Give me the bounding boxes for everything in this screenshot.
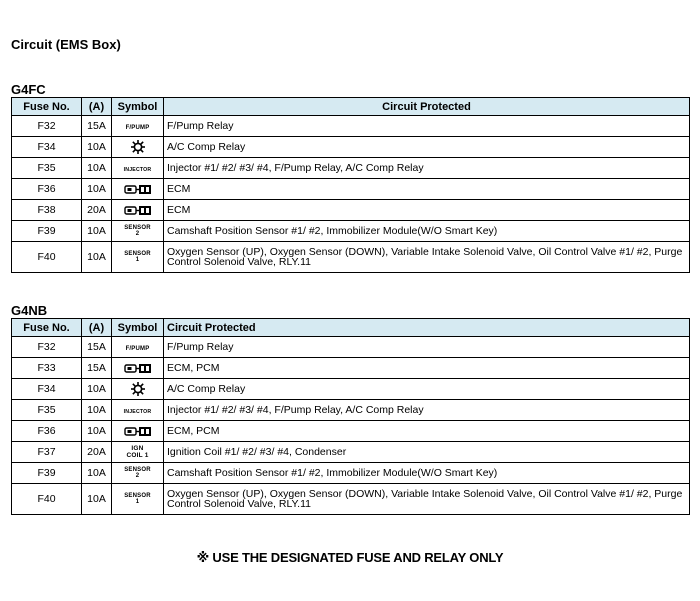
- column-header-amp: (A): [82, 319, 112, 337]
- fuse-table-g4nb: [11, 318, 690, 515]
- amperage-cell: 10A: [82, 463, 112, 484]
- fuse-number-cell: F39: [12, 221, 82, 242]
- fuse-table-g4fc: [11, 97, 690, 273]
- symbol-label: [124, 225, 151, 238]
- table-row: [12, 137, 690, 158]
- symbol-label-line: F/PUMP: [125, 124, 150, 131]
- symbol-cell: [112, 358, 164, 379]
- fuse-number-cell: F37: [12, 442, 82, 463]
- symbol-cell: [112, 137, 164, 158]
- symbol-cell: [112, 158, 164, 179]
- symbol-label-line: SENSOR: [124, 492, 151, 499]
- fuse-number-cell: F32: [12, 337, 82, 358]
- fuse-number-cell: F40: [12, 484, 82, 515]
- amperage-cell: 20A: [82, 442, 112, 463]
- table-row: [12, 242, 690, 273]
- notice-text: ※ USE THE DESIGNATED FUSE AND RELAY ONLY: [196, 550, 504, 565]
- column-header-circuit: Circuit Protected: [164, 319, 690, 337]
- symbol-label: [124, 409, 152, 416]
- symbol-cell: [112, 421, 164, 442]
- table-row: [12, 421, 690, 442]
- fuse-number-cell: F36: [12, 421, 82, 442]
- page-title: Circuit (EMS Box): [11, 37, 121, 52]
- table-row: [12, 200, 690, 221]
- symbol-cell: [112, 200, 164, 221]
- symbol-label-line: SENSOR: [124, 224, 151, 231]
- symbol-label-line: 2: [135, 231, 140, 237]
- symbol-label: [124, 251, 151, 264]
- ac-compressor-icon: [131, 140, 145, 154]
- amperage-cell: 10A: [82, 242, 112, 273]
- symbol-label-line: COIL 1: [126, 452, 149, 459]
- amperage-cell: 10A: [82, 221, 112, 242]
- fuse-number-cell: F36: [12, 179, 82, 200]
- amperage-cell: 10A: [82, 137, 112, 158]
- ecm-icon: [124, 363, 152, 374]
- fuse-number-cell: F35: [12, 400, 82, 421]
- symbol-label-line: 1: [135, 257, 140, 263]
- table-row: [12, 442, 690, 463]
- table-row: [12, 337, 690, 358]
- column-header-fuse: Fuse No.: [12, 319, 82, 337]
- circuit-protected-cell: A/C Comp Relay: [164, 379, 690, 400]
- table-row: [12, 158, 690, 179]
- circuit-protected-cell: Oxygen Sensor (UP), Oxygen Sensor (DOWN), Variable Intake Solenoid Valve, Oil Control Valve #1/ #2, Purge Control Solenoid Valve, RLY.11: [164, 242, 690, 273]
- symbol-label: [126, 445, 148, 459]
- column-header-amp: (A): [82, 98, 112, 116]
- circuit-protected-cell: Ignition Coil #1/ #2/ #3/ #4, Condenser: [164, 442, 690, 463]
- amperage-cell: 10A: [82, 421, 112, 442]
- symbol-cell: [112, 337, 164, 358]
- circuit-protected-cell: ECM, PCM: [164, 358, 690, 379]
- symbol-label: [126, 346, 150, 353]
- amperage-cell: 10A: [82, 179, 112, 200]
- fuse-number-cell: F34: [12, 137, 82, 158]
- circuit-protected-cell: ECM: [164, 179, 690, 200]
- symbol-cell: [112, 442, 164, 463]
- symbol-cell: [112, 116, 164, 137]
- table-row: [12, 179, 690, 200]
- circuit-protected-cell: F/Pump Relay: [164, 337, 690, 358]
- symbol-cell: [112, 463, 164, 484]
- amperage-cell: 10A: [82, 484, 112, 515]
- fuse-number-cell: F39: [12, 463, 82, 484]
- amperage-cell: 10A: [82, 379, 112, 400]
- symbol-label-line: 1: [135, 499, 140, 505]
- ecm-icon: [124, 205, 152, 216]
- section-title-g4nb: G4NB: [11, 303, 48, 318]
- symbol-label-line: IGN: [131, 445, 144, 452]
- symbol-label-line: SENSOR: [124, 250, 151, 257]
- amperage-cell: 10A: [82, 158, 112, 179]
- symbol-cell: [112, 400, 164, 421]
- symbol-label-line: F/PUMP: [125, 345, 150, 352]
- fuse-number-cell: F33: [12, 358, 82, 379]
- column-header-symbol: Symbol: [112, 98, 164, 116]
- table-header-row: [12, 98, 690, 116]
- symbol-cell: [112, 221, 164, 242]
- table-row: [12, 379, 690, 400]
- symbol-label-line: INJECTOR: [123, 408, 152, 415]
- symbol-cell: [112, 484, 164, 515]
- amperage-cell: 10A: [82, 400, 112, 421]
- ecm-icon: [124, 184, 152, 195]
- circuit-protected-cell: ECM: [164, 200, 690, 221]
- symbol-label: [124, 467, 151, 480]
- symbol-label-line: INJECTOR: [123, 166, 152, 173]
- circuit-protected-cell: Camshaft Position Sensor #1/ #2, Immobilizer Module(W/O Smart Key): [164, 221, 690, 242]
- symbol-label-line: 2: [135, 473, 140, 479]
- column-header-fuse: Fuse No.: [12, 98, 82, 116]
- fuse-number-cell: F35: [12, 158, 82, 179]
- symbol-label: [126, 125, 150, 132]
- table-row: [12, 221, 690, 242]
- fuse-number-cell: F38: [12, 200, 82, 221]
- table-row: [12, 484, 690, 515]
- circuit-protected-cell: Injector #1/ #2/ #3/ #4, F/Pump Relay, A/C Comp Relay: [164, 400, 690, 421]
- column-header-circuit: Circuit Protected: [164, 98, 690, 116]
- ecm-icon: [124, 426, 152, 437]
- amperage-cell: 15A: [82, 116, 112, 137]
- symbol-cell: [112, 379, 164, 400]
- fuse-number-cell: F40: [12, 242, 82, 273]
- amperage-cell: 15A: [82, 358, 112, 379]
- section-title-g4fc: G4FC: [11, 82, 46, 97]
- column-header-symbol: Symbol: [112, 319, 164, 337]
- circuit-protected-cell: Oxygen Sensor (UP), Oxygen Sensor (DOWN), Variable Intake Solenoid Valve, Oil Control Valve #1/ #2, Purge Control Solenoid Valve, RLY.11: [164, 484, 690, 515]
- circuit-protected-cell: F/Pump Relay: [164, 116, 690, 137]
- amperage-cell: 15A: [82, 337, 112, 358]
- circuit-protected-cell: Camshaft Position Sensor #1/ #2, Immobilizer Module(W/O Smart Key): [164, 463, 690, 484]
- circuit-protected-cell: ECM, PCM: [164, 421, 690, 442]
- table-row: [12, 400, 690, 421]
- table-row: [12, 116, 690, 137]
- ac-compressor-icon: [131, 382, 145, 396]
- symbol-cell: [112, 242, 164, 273]
- symbol-label: [124, 167, 152, 174]
- table-row: [12, 358, 690, 379]
- table-row: [12, 463, 690, 484]
- symbol-label-line: SENSOR: [124, 466, 151, 473]
- circuit-protected-cell: A/C Comp Relay: [164, 137, 690, 158]
- amperage-cell: 20A: [82, 200, 112, 221]
- circuit-protected-cell: Injector #1/ #2/ #3/ #4, F/Pump Relay, A/C Comp Relay: [164, 158, 690, 179]
- symbol-cell: [112, 179, 164, 200]
- fuse-number-cell: F34: [12, 379, 82, 400]
- symbol-label: [124, 493, 151, 506]
- table-header-row: [12, 319, 690, 337]
- fuse-number-cell: F32: [12, 116, 82, 137]
